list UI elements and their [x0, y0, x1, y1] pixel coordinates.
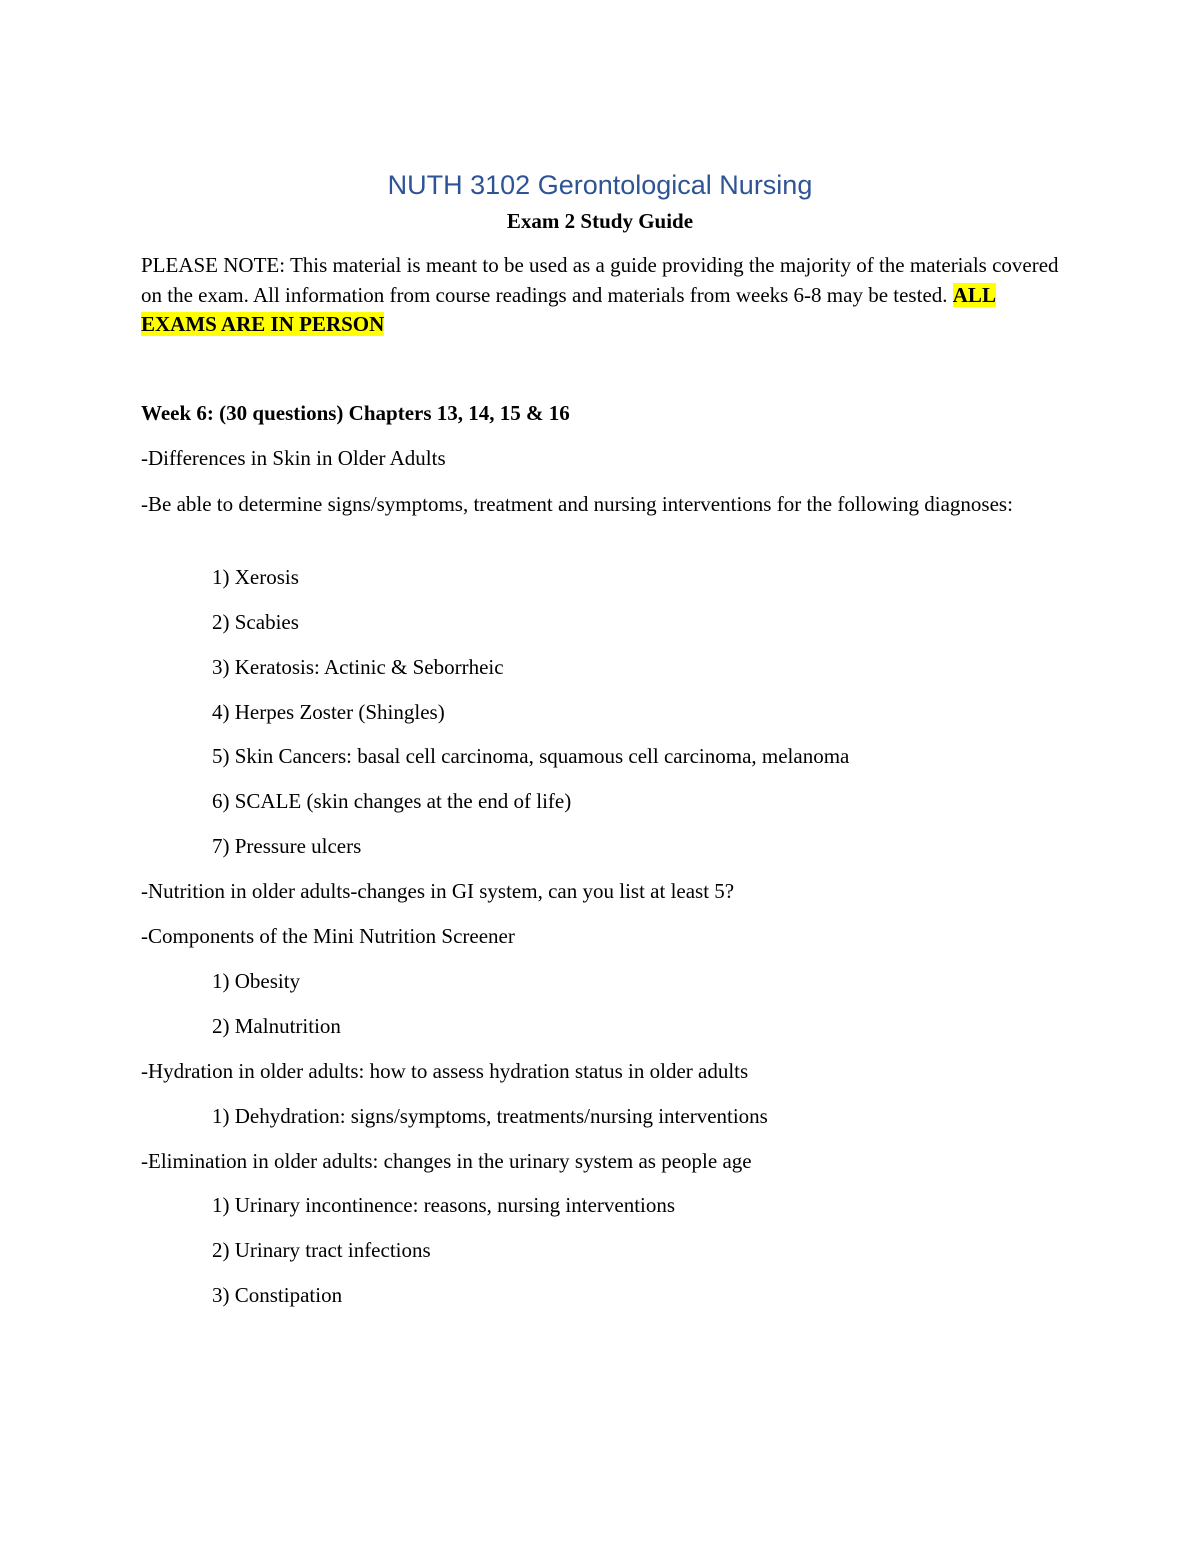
nutrition-item: 1) Obesity [212, 969, 301, 993]
nutrition-item: 2) Malnutrition [212, 1014, 341, 1038]
document-title: NUTH 3102 Gerontological Nursing [387, 170, 813, 200]
diagnosis-item: 3) Keratosis: Actinic & Seborrheic [212, 655, 504, 679]
diagnosis-item: 6) SCALE (skin changes at the end of life) [212, 789, 572, 813]
diagnosis-item: 1) Xerosis [212, 565, 299, 589]
hydration-item: 1) Dehydration: signs/symptoms, treatments/nursing interventions [212, 1104, 768, 1128]
diagnosis-item: 4) Herpes Zoster (Shingles) [212, 700, 445, 724]
list-item: -Elimination in older adults: changes in the urinary system as people age [141, 1149, 752, 1173]
list-item: -Be able to determine signs/symptoms, treatment and nursing interventions for the following diagnoses: [141, 492, 1013, 516]
diagnosis-item: 7) Pressure ulcers [212, 834, 362, 858]
please-note-paragraph [141, 251, 1061, 340]
list-item: -Hydration in older adults: how to assess hydration status in older adults [141, 1059, 749, 1083]
elimination-item: 2) Urinary tract infections [212, 1238, 431, 1262]
diagnosis-item: 5) Skin Cancers: basal cell carcinoma, squamous cell carcinoma, melanoma [212, 744, 850, 768]
note-text: PLEASE NOTE: This material is meant to be used as a guide providing the majority of the materials covered on the exam. All information from course readings and materials from weeks 6-8 may be tested. [141, 253, 1059, 307]
exam-in-person-highlight: ALL EXAMS ARE IN PERSON [141, 282, 996, 336]
document-subtitle: Exam 2 Study Guide [506, 209, 694, 233]
elimination-item: 1) Urinary incontinence: reasons, nursing interventions [212, 1193, 676, 1217]
week-heading: Week 6: (30 questions) Chapters 13, 14, 15 & 16 [141, 401, 570, 425]
diagnosis-item: 2) Scabies [212, 610, 299, 634]
list-item: -Components of the Mini Nutrition Screener [141, 924, 515, 948]
list-item: -Nutrition in older adults-changes in GI system, can you list at least 5? [141, 879, 735, 903]
elimination-item: 3) Constipation [212, 1283, 343, 1307]
list-item: -Differences in Skin in Older Adults [141, 446, 446, 470]
